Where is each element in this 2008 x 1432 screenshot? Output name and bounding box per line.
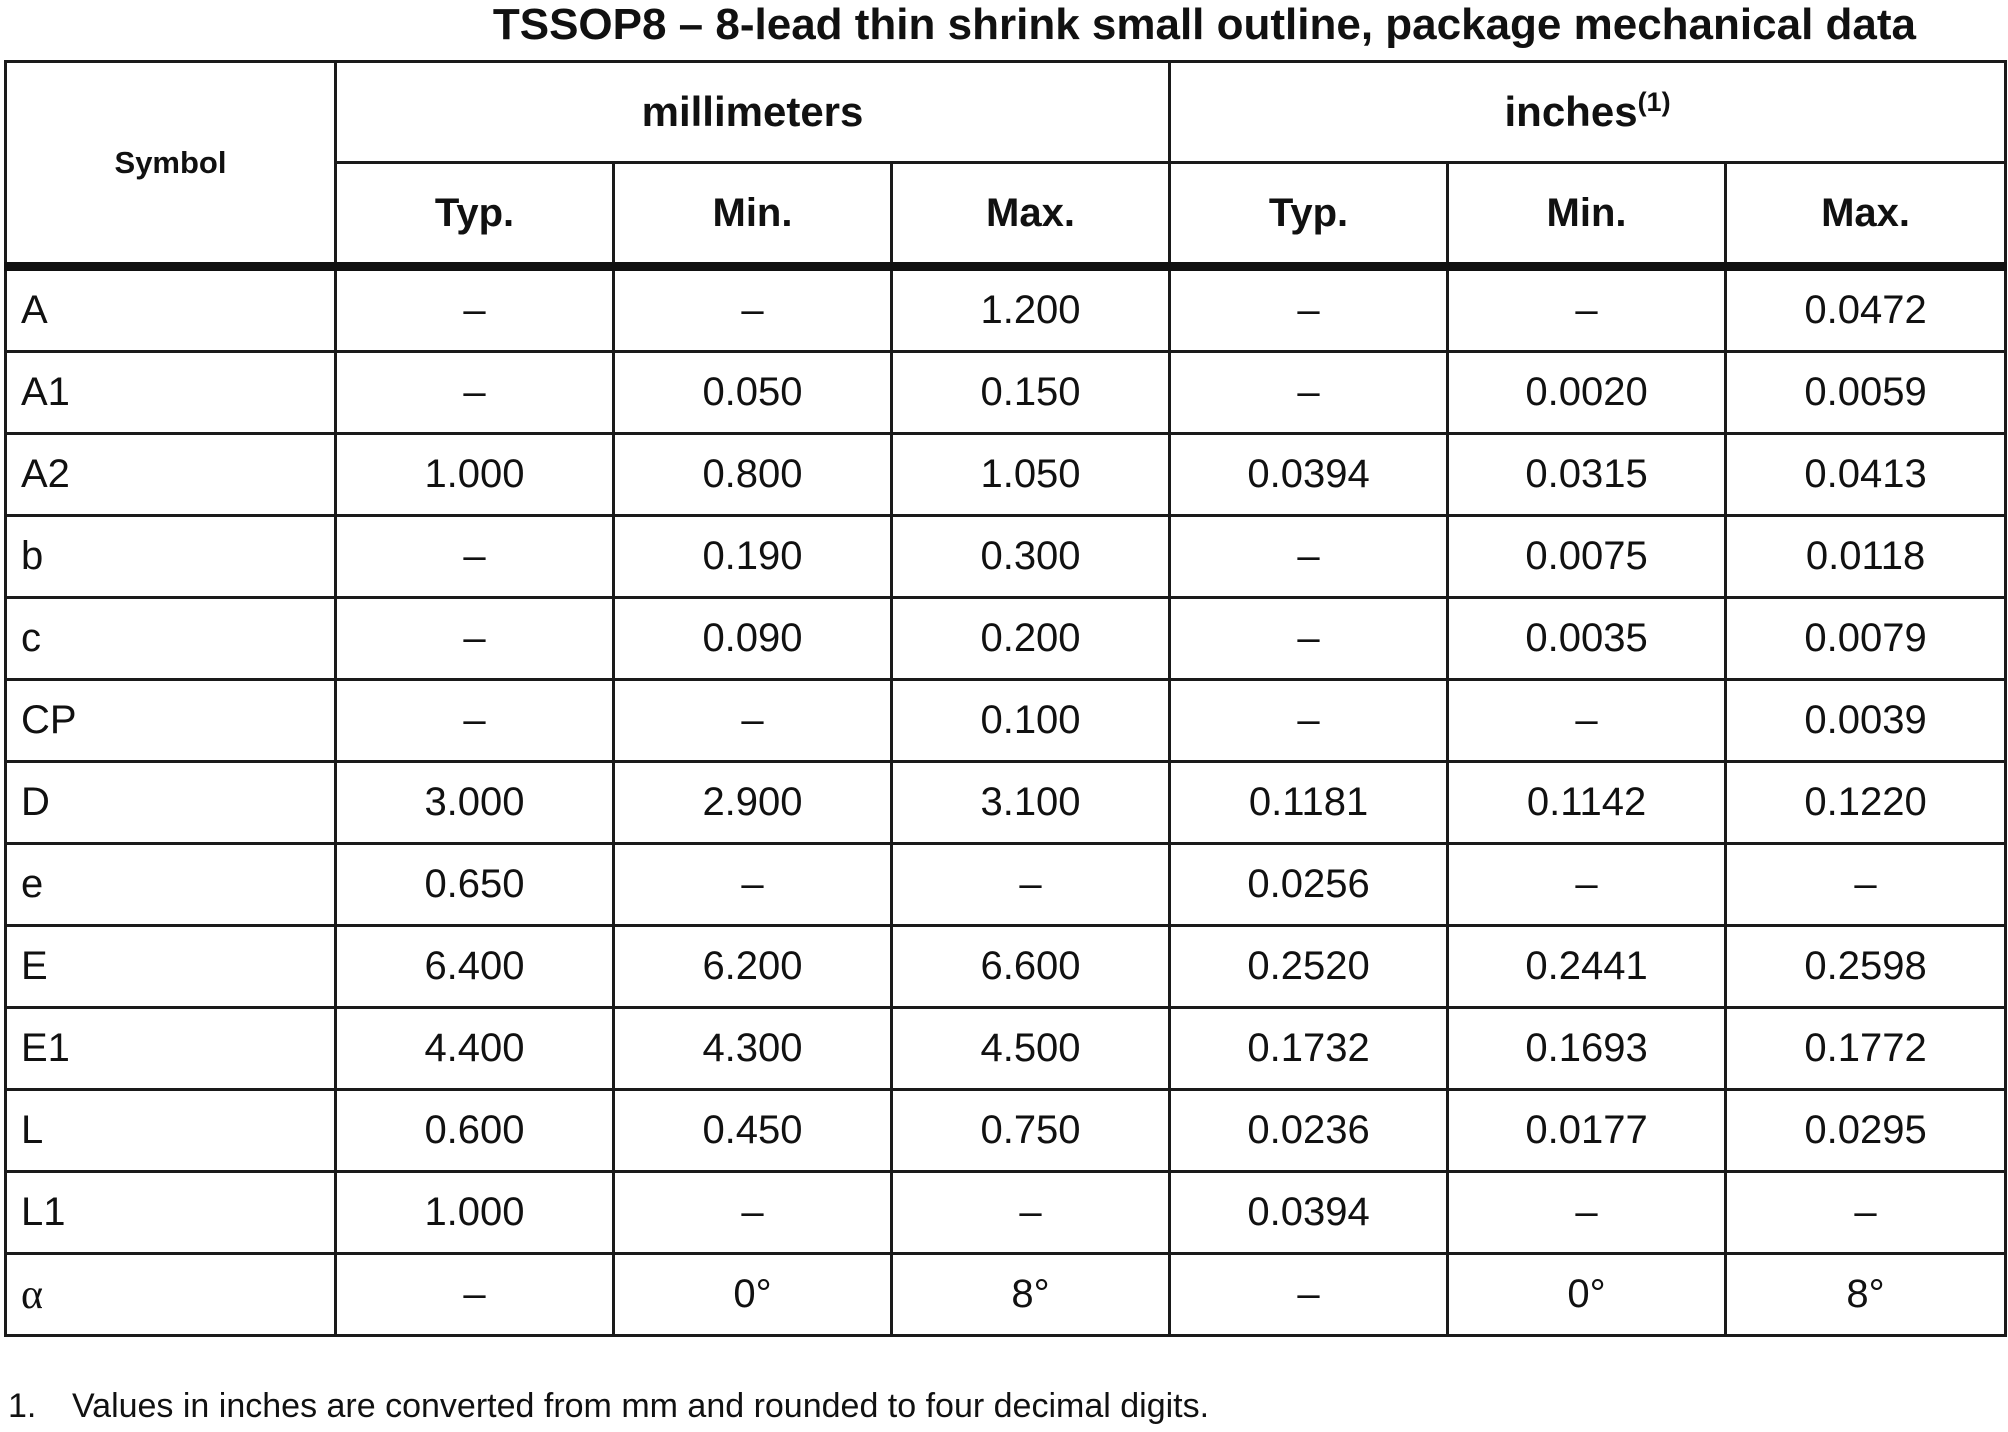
mm-typ-cell: 6.400 [336,926,614,1008]
table-row [6,1090,2006,1172]
in-min-cell: 0.2441 [1448,926,1726,1008]
in-typ-cell: – [1170,267,1448,352]
in-max-header: Max. [1726,163,2006,267]
mm-typ-cell: 3.000 [336,762,614,844]
symbol-cell: c [6,598,336,680]
mm-min-cell: 0° [614,1254,892,1336]
symbol-cell: A2 [6,434,336,516]
inches-group-header [1170,62,2006,163]
mm-min-cell: 6.200 [614,926,892,1008]
mm-typ-cell: – [336,352,614,434]
mm-typ-cell: – [336,1254,614,1336]
mm-typ-cell: 1.000 [336,1172,614,1254]
in-min-cell: 0.0035 [1448,598,1726,680]
mm-min-cell: 2.900 [614,762,892,844]
mm-max-cell: 1.050 [892,434,1170,516]
table-row [6,516,2006,598]
millimeters-group-header: millimeters [336,62,1170,163]
symbol-column-header: Symbol [6,62,336,267]
footnote-text: Values in inches are converted from mm and rounded to four decimal digits. [72,1387,1210,1425]
mm-typ-cell: – [336,516,614,598]
mm-min-cell: – [614,267,892,352]
table-row [6,844,2006,926]
symbol-cell: CP [6,680,336,762]
in-min-cell: – [1448,1172,1726,1254]
symbol-cell: L1 [6,1172,336,1254]
footnote [8,1386,1209,1426]
in-max-cell: 0.0079 [1726,598,2006,680]
in-typ-cell: 0.0236 [1170,1090,1448,1172]
inches-header-label: inches [1504,88,1638,135]
in-typ-cell: – [1170,680,1448,762]
in-typ-cell: – [1170,598,1448,680]
table-row [6,598,2006,680]
mm-min-cell: 0.450 [614,1090,892,1172]
in-min-header: Min. [1448,163,1726,267]
mm-max-cell: – [892,1172,1170,1254]
in-max-cell: – [1726,844,2006,926]
symbol-cell: A1 [6,352,336,434]
mm-min-cell: 0.090 [614,598,892,680]
mm-min-cell: 0.190 [614,516,892,598]
in-typ-header: Typ. [1170,163,1448,267]
symbol-cell: A [6,267,336,352]
in-max-cell: 0.0118 [1726,516,2006,598]
inches-footnote-ref: (1) [1637,87,1671,117]
table-title: TSSOP8 – 8-lead thin shrink small outline, package mechanical data [492,0,1916,49]
footnote-number: 1. [8,1387,37,1425]
symbol-cell: b [6,516,336,598]
mm-typ-cell: – [336,267,614,352]
mm-max-cell: 0.200 [892,598,1170,680]
in-max-cell: 0.1772 [1726,1008,2006,1090]
mm-max-cell: 1.200 [892,267,1170,352]
table-row [6,1008,2006,1090]
mm-typ-cell: 4.400 [336,1008,614,1090]
table-row [6,1254,2006,1336]
table-row [6,352,2006,434]
mm-min-cell: 0.050 [614,352,892,434]
in-max-cell: 0.0039 [1726,680,2006,762]
in-max-cell: 0.0295 [1726,1090,2006,1172]
in-max-cell: – [1726,1172,2006,1254]
in-max-cell: 0.0472 [1726,267,2006,352]
table-row [6,680,2006,762]
mm-max-cell: – [892,844,1170,926]
symbol-cell: E [6,926,336,1008]
in-typ-cell: 0.0394 [1170,434,1448,516]
in-typ-cell: 0.1181 [1170,762,1448,844]
symbol-cell: e [6,844,336,926]
in-max-cell: 0.0413 [1726,434,2006,516]
in-typ-cell: – [1170,352,1448,434]
in-min-cell: 0.1693 [1448,1008,1726,1090]
in-typ-cell: 0.0256 [1170,844,1448,926]
symbol-cell: D [6,762,336,844]
header-row-groups [6,62,2006,163]
mm-min-cell: 0.800 [614,434,892,516]
table-row [6,1172,2006,1254]
in-max-cell: 8° [1726,1254,2006,1336]
mm-min-cell: – [614,680,892,762]
in-min-cell: – [1448,267,1726,352]
mm-max-cell: 6.600 [892,926,1170,1008]
in-min-cell: 0.0020 [1448,352,1726,434]
mm-typ-cell: 0.600 [336,1090,614,1172]
in-min-cell: 0.1142 [1448,762,1726,844]
mm-min-cell: – [614,844,892,926]
in-min-cell: – [1448,680,1726,762]
mm-min-header: Min. [614,163,892,267]
mm-typ-cell: 0.650 [336,844,614,926]
mm-max-cell: 4.500 [892,1008,1170,1090]
in-typ-cell: 0.0394 [1170,1172,1448,1254]
in-max-cell: 0.2598 [1726,926,2006,1008]
mm-typ-cell: 1.000 [336,434,614,516]
in-max-cell: 0.1220 [1726,762,2006,844]
mm-max-cell: 0.300 [892,516,1170,598]
mm-typ-cell: – [336,598,614,680]
in-min-cell: 0.0315 [1448,434,1726,516]
table-row [6,267,2006,352]
mm-max-cell: 0.100 [892,680,1170,762]
mm-max-cell: 0.750 [892,1090,1170,1172]
mm-max-cell: 8° [892,1254,1170,1336]
in-typ-cell: – [1170,516,1448,598]
mm-max-cell: 3.100 [892,762,1170,844]
in-typ-cell: – [1170,1254,1448,1336]
mm-typ-cell: – [336,680,614,762]
symbol-cell: E1 [6,1008,336,1090]
symbol-cell: α [6,1254,336,1336]
in-max-cell: 0.0059 [1726,352,2006,434]
mm-min-cell: 4.300 [614,1008,892,1090]
mm-typ-header: Typ. [336,163,614,267]
mm-max-cell: 0.150 [892,352,1170,434]
in-min-cell: 0° [1448,1254,1726,1336]
in-min-cell: 0.0075 [1448,516,1726,598]
mm-min-cell: – [614,1172,892,1254]
mechanical-data-table [4,60,2007,1337]
in-min-cell: 0.0177 [1448,1090,1726,1172]
table-row [6,762,2006,844]
in-typ-cell: 0.1732 [1170,1008,1448,1090]
symbol-cell: L [6,1090,336,1172]
in-min-cell: – [1448,844,1726,926]
table-row [6,434,2006,516]
table-body [6,267,2006,1336]
in-typ-cell: 0.2520 [1170,926,1448,1008]
table-row [6,926,2006,1008]
mm-max-header: Max. [892,163,1170,267]
